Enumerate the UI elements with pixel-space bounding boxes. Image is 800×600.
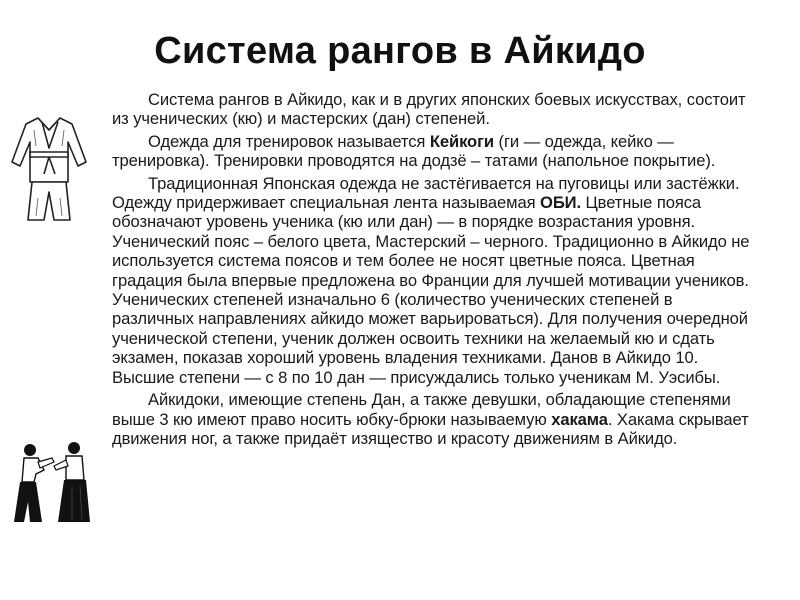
slide-title: Система рангов в Айкидо bbox=[154, 30, 646, 72]
paragraph-text: Айкидоки, имеющие степень Дан, а также девушки, обладающие степенями выше 3 кю имеют право носить юбку-брюки называемую bbox=[112, 390, 731, 429]
emphasized-term: ОБИ. bbox=[540, 193, 581, 213]
kimono-illustration bbox=[8, 112, 90, 224]
paragraph-text: Традиционная Японская одежда не застёгивается на пуговицы или застёжки. Одежду придерживает специальная лента называемая bbox=[112, 173, 740, 213]
paragraph-text: (ги — одежда, кейко — тренировка). Тренировки проводятся на додзё – татами (напольное покрытие). bbox=[112, 131, 716, 171]
emphasized-term: хакама bbox=[551, 409, 608, 429]
paragraph-text: Одежда для тренировок называется bbox=[148, 131, 430, 151]
paragraph-text: . Хакама скрывает движения ног, а также придаёт изящество и красоту движениям в Айкидо. bbox=[112, 409, 749, 448]
body-paragraph bbox=[112, 390, 758, 448]
body-paragraph bbox=[112, 174, 758, 387]
paragraph-text: Система рангов в Айкидо, как и в других японских боевых искусствах, состоит из ученических (кю) и мастерских (дан) степеней. bbox=[112, 90, 746, 129]
paragraph-text: Цветные пояса обозначают уровень ученика (кю или дан) — в порядке возрастания уровня. Ученический пояс – белого цвета, Мастерский – черного. Традиционно в Айкидо не используется система поясов и тем более не носят цветные пояса. Цветная градация была впервые предложена во Франции для лучшей мотивации учеников. Ученических степеней изначально 6 (количество ученических степеней в различных направлениях айкидо может варьироваться). Для получения очередной ученической степени, ученик должен освоить техники на желаемый кю и сдать экзамен, показав хороший уровень владения техниками. Данов в Айкидо 10. Высшие степени — с 8 по 10 дан — присуждались только ученикам М. Уэсибы. bbox=[112, 193, 750, 387]
body-paragraph bbox=[112, 90, 758, 129]
body-paragraph bbox=[112, 132, 758, 171]
aikido-fighters-illustration bbox=[12, 436, 92, 526]
emphasized-term: Кейкоги bbox=[429, 131, 495, 151]
slide-body bbox=[112, 90, 758, 451]
